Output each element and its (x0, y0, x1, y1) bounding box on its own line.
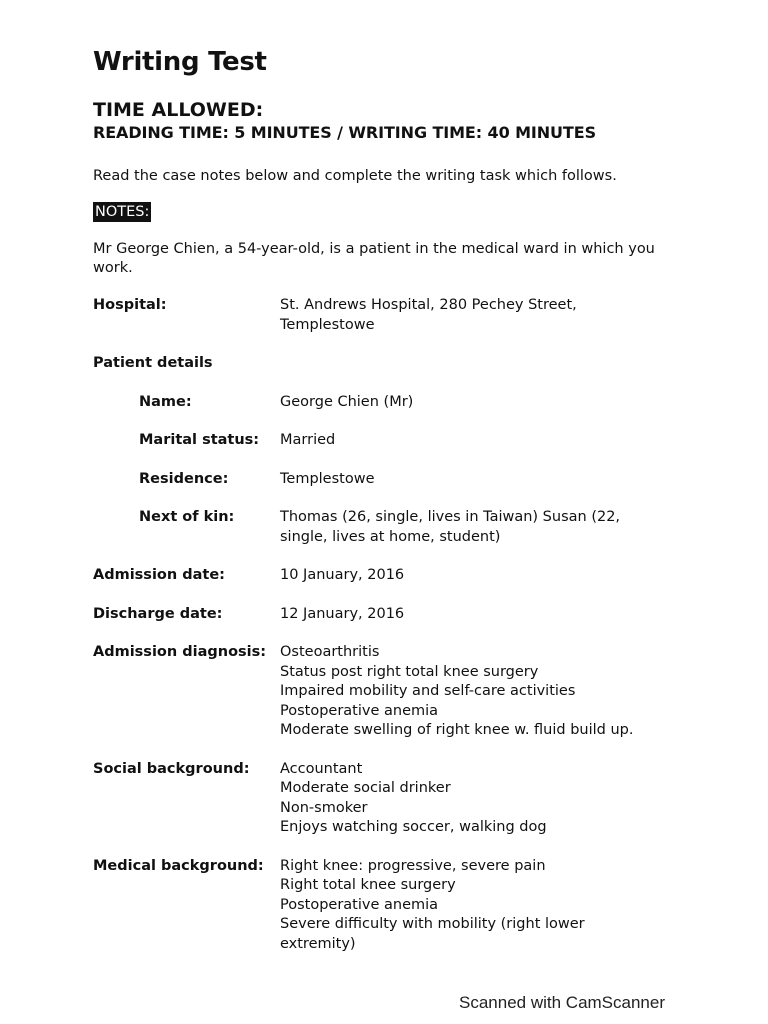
residence-line: Templestowe (280, 470, 375, 487)
hospital-label: Hospital: (93, 297, 167, 313)
intro-text: Mr George Chien, a 54-year-old, is a patient in the medical ward in which you work. (93, 241, 655, 276)
medical-line: Severe difficulty with mobility (right lower (280, 916, 585, 932)
marital-status-label: Marital status: (139, 432, 260, 448)
notes-label: NOTES: (95, 204, 150, 220)
social-line: Enjoys watching soccer, walking dog (280, 819, 547, 835)
patient-name-line: George Chien (Mr) (280, 393, 414, 410)
marital-status-line: Married (280, 432, 336, 448)
discharge-date-line: 12 January, 2016 (280, 605, 405, 622)
social-line: Accountant (280, 760, 363, 777)
medical-background-row (93, 857, 693, 955)
social-line: Non-smoker (280, 799, 368, 816)
social-line: Moderate social drinker (280, 780, 451, 796)
medical-background-label: Medical background: (93, 857, 264, 874)
patient-name-label: Name: (139, 393, 192, 410)
discharge-date-row (93, 605, 693, 625)
social-background-label: Social background: (93, 760, 250, 777)
hospital-line: Templestowe (280, 316, 375, 333)
admission-date-label: Admission date: (93, 567, 225, 583)
hospital-value (280, 296, 680, 335)
page-title: Writing Test (93, 47, 267, 77)
camscanner-watermark: Scanned with CamScanner (459, 993, 666, 1012)
next-of-kin-label: Next of kin: (139, 509, 235, 525)
patient-name-value (280, 393, 680, 413)
medical-line: extremity) (280, 935, 356, 952)
residence-row (93, 470, 693, 490)
admission-diagnosis-value (280, 643, 680, 741)
admission-date-value (280, 566, 680, 586)
residence-value (280, 470, 680, 490)
social-background-value (280, 760, 680, 838)
admission-date-line: 10 January, 2016 (280, 567, 405, 583)
diagnosis-line: Postoperative anemia (280, 702, 439, 719)
discharge-date-value (280, 605, 680, 625)
marital-status-value (280, 431, 680, 451)
admission-date-row (93, 566, 693, 586)
discharge-date-label: Discharge date: (93, 605, 223, 622)
diagnosis-line: Moderate swelling of right knee w. fluid build up. (280, 722, 634, 738)
next-of-kin-value (280, 508, 680, 547)
instruction-text: Read the case notes below and complete the writing task which follows. (93, 168, 617, 184)
diagnosis-line: Osteoarthritis (280, 644, 380, 660)
hospital-row (93, 296, 693, 335)
document-page (93, 44, 693, 954)
patient-details-heading: Patient details (93, 355, 213, 371)
time-allowed-heading: TIME ALLOWED: (93, 99, 264, 121)
medical-line: Right total knee surgery (280, 877, 456, 893)
next-of-kin-line: Thomas (26, single, lives in Taiwan) Susan (22, (280, 509, 621, 525)
admission-diagnosis-row (93, 643, 693, 741)
time-detail: READING TIME: 5 MINUTES / WRITING TIME: 40 MINUTES (93, 123, 596, 142)
next-of-kin-line: single, lives at home, student) (280, 528, 501, 545)
diagnosis-line: Impaired mobility and self-care activities (280, 683, 576, 699)
medical-line: Postoperative anemia (280, 896, 439, 913)
next-of-kin-row (93, 508, 693, 547)
admission-diagnosis-label: Admission diagnosis: (93, 644, 267, 660)
social-background-row (93, 760, 693, 838)
medical-background-value (280, 857, 680, 955)
hospital-line: St. Andrews Hospital, 280 Pechey Street, (280, 297, 577, 313)
diagnosis-line: Status post right total knee surgery (280, 663, 539, 680)
patient-name-row (93, 393, 693, 413)
marital-status-row (93, 431, 693, 451)
medical-line: Right knee: progressive, severe pain (280, 857, 546, 874)
residence-label: Residence: (139, 470, 229, 487)
